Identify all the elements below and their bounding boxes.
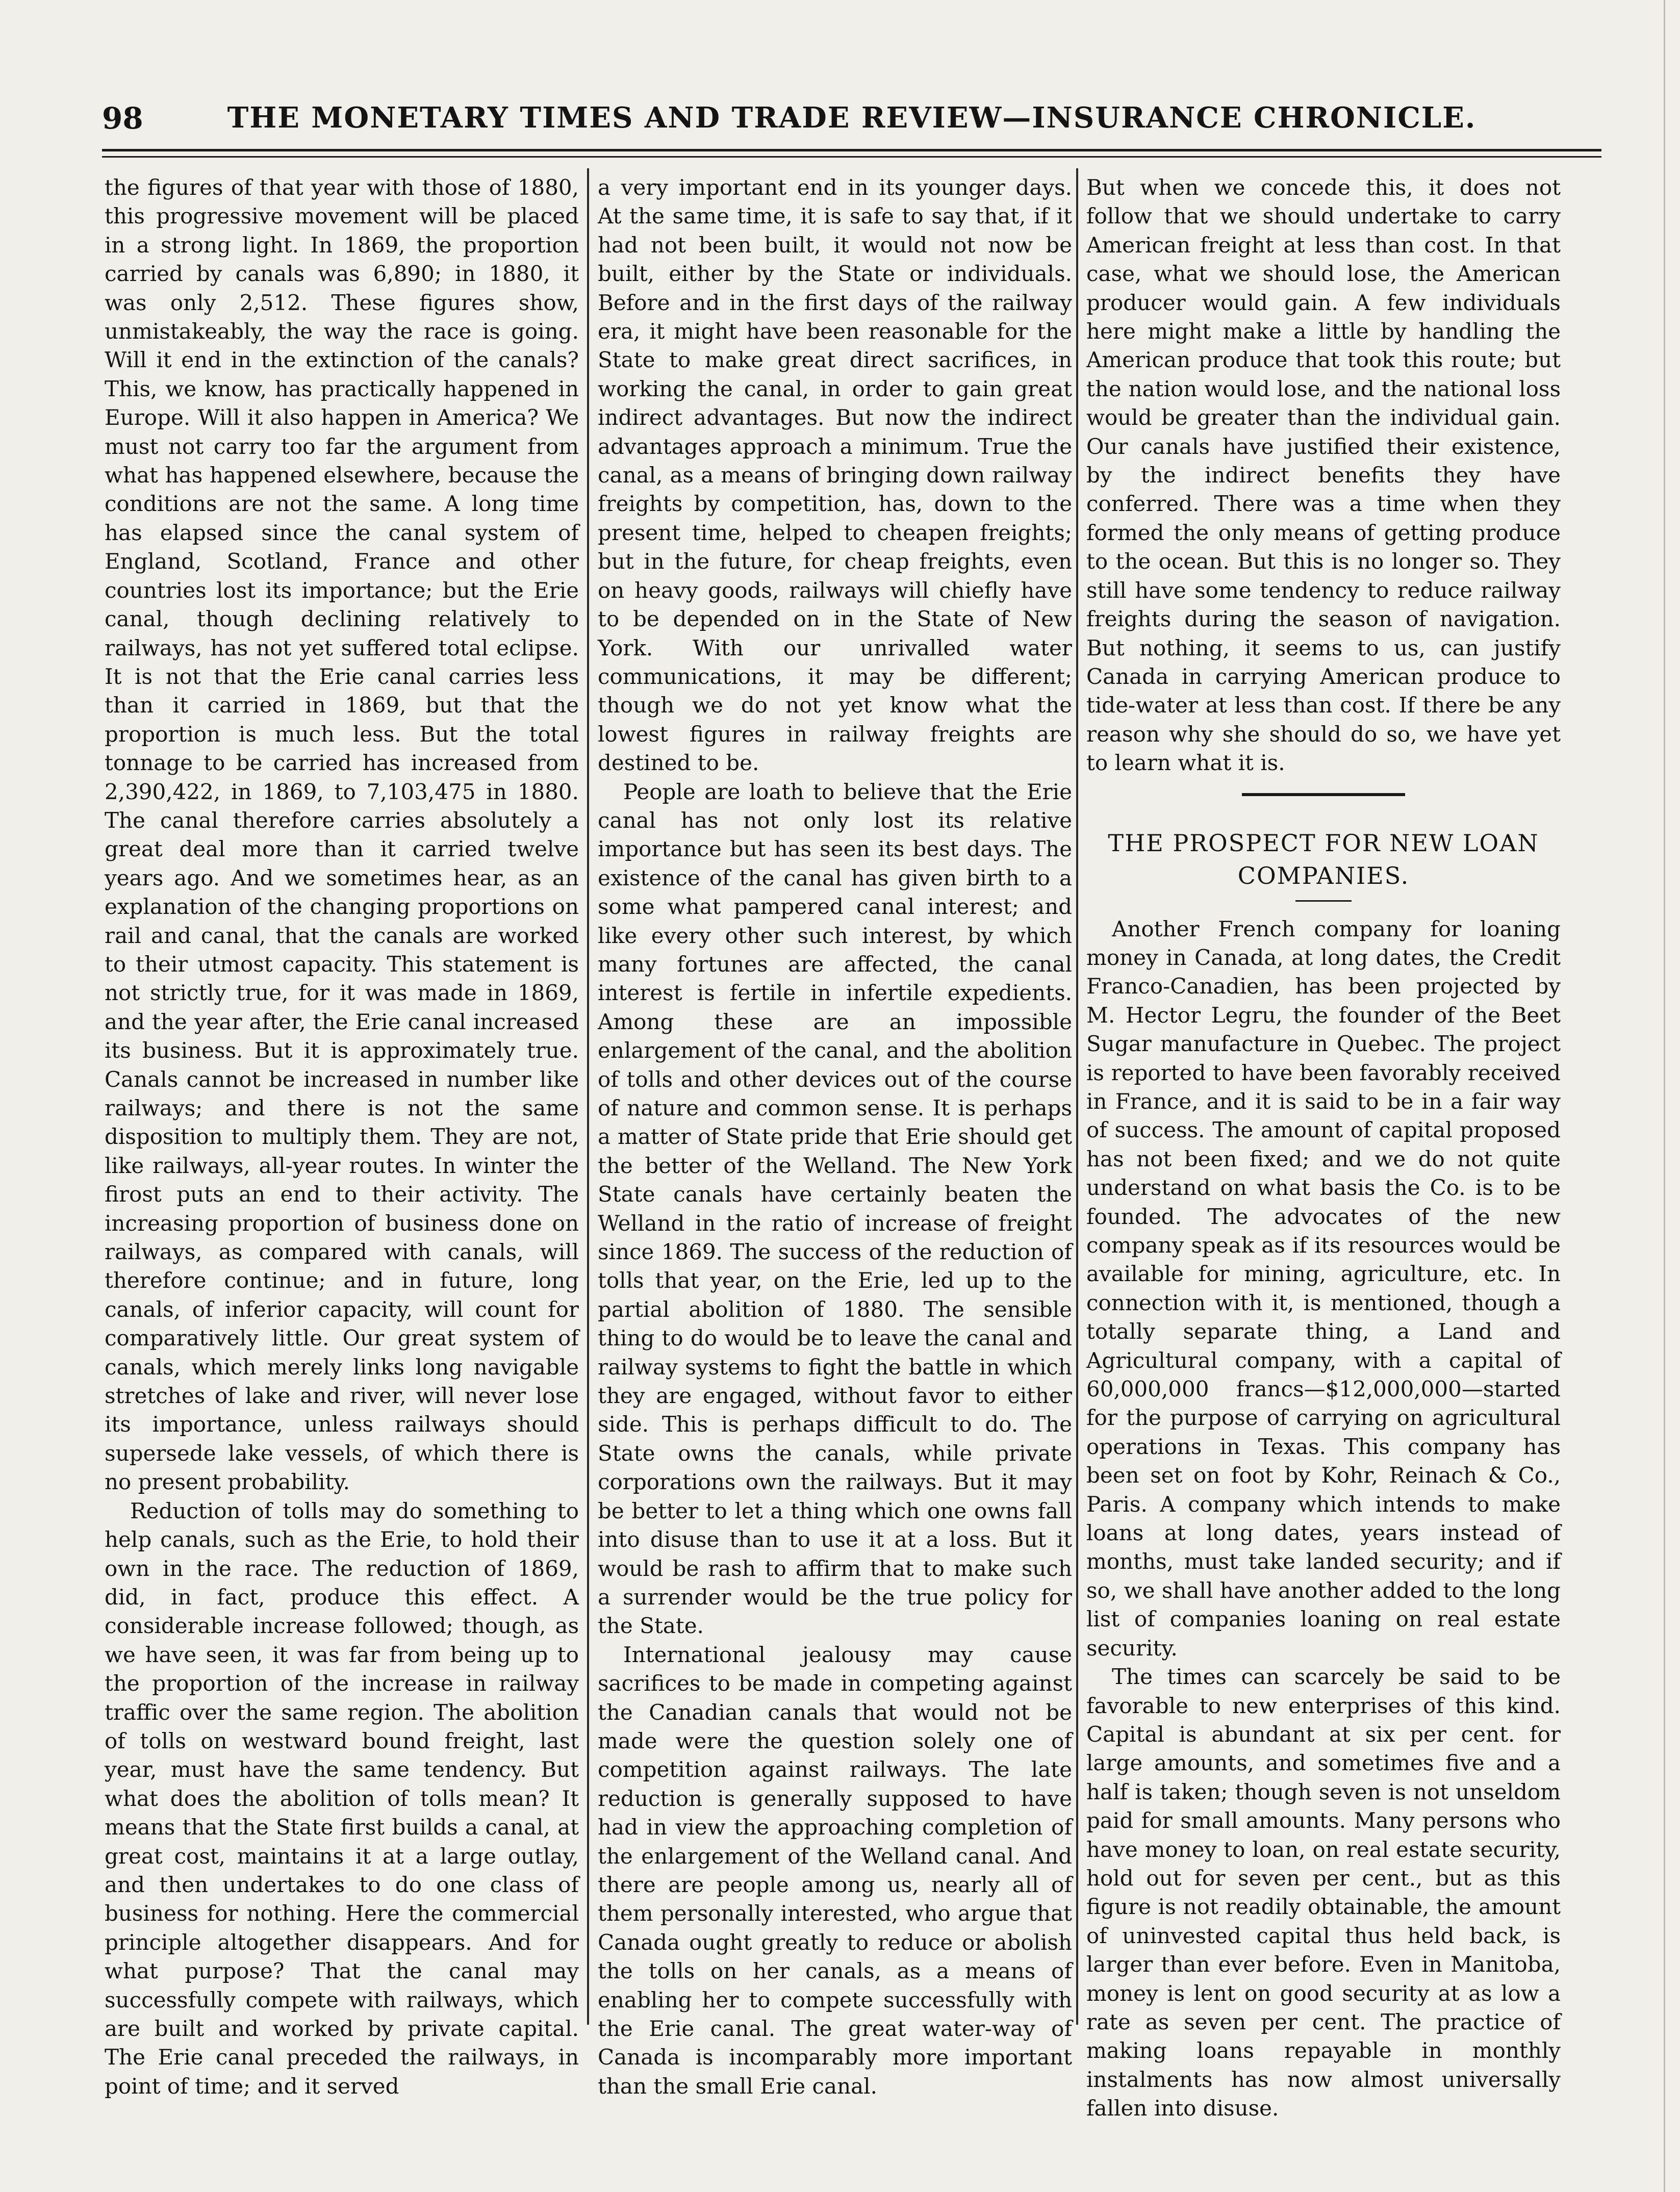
column-divider-1 [587,168,589,2025]
header-rule-thin [102,156,1601,158]
paragraph: Another French company for loaning money in Canada, at long dates, the Credit Franco-Canadien, has been projected by M. Hector Legru, the founder of the Beet Sugar manufacture in Quebec. The project is reported to have been favorably received in France, and it is said to be in a fair way of success. The amount of capital proposed has not been fixed; and we do not quite understand on what basis the Co. is to be founded. The advocates of the new company speak as if its resources would be available for mining, agriculture, etc. In connection with it, is mentioned, though a totally separate thing, a Land and Agricultural company, with a capital of 60,000,000 francs—$12,000,000—started for the purpose of carrying on agricultural operations in Texas. This company has been set on foot by Kohr, Reinach & Co., Paris. A company which intends to make loans at long dates, years instead of months, must take landed security; and if so, we shall have another added to the long list of companies loaning on real estate security. [1086,916,1561,1661]
paragraph: the figures of that year with those of 1880, this progressive movement will be placed in a strong light. In 1869, the proportion carried by canals was 6,890; in 1880, it was only 2,512. These figures show, unmistakeably, the way the race is going. Will it end in the extinction of the canals? This, we know, has practically happened in Europe. Will it also happen in America? We must not carry too far the argument from what has happened elsewhere, because the conditions are not the same. A long time has elapsed since the canal system of England, Scotland, France and other countries lost its importance; but the Erie canal, though declining relatively to railways, has not yet suffered total eclipse. It is not that the Erie canal carries less than it carried in 1869, but that the proportion is much less. But the total tonnage to be carried has increased from 2,390,422, in 1869, to 7,103,475 in 1880. The canal therefore carries absolutely a great deal more than it carried twelve years ago. And we sometimes hear, as an explanation of the changing proportions on rail and canal, that the canals are worked to their utmost capacity. This statement is not strictly true, for it was made in 1869, and the year after, the Erie canal increased its business. But it is approximately true. Canals cannot be increased in number like railways; and there is not the same disposition to multiply them. They are not, like railways, all-year routes. In winter the firost puts an end to their activity. The increasing proportion of business done on railways, as compared with canals, will therefore continue; and in future, long canals, of inferior capacity, will count for comparatively little. Our great system of canals, which merely links long navigable stretches of lake and river, will never lose its importance, unless railways should supersede lake vessels, of which there is no present probability. [105,175,579,1495]
header-rule-thick [102,149,1601,151]
binding-edge [1664,0,1665,2192]
section-divider [1242,793,1405,796]
paragraph: International jealousy may cause sacrifices to be made in competing against the Canadian canals that would not be made were the question solely one of competition against railways. The late reduction is generally supposed to have had in view the approaching completion of the enlargement of the Welland canal. And there are people among us, nearly all of them personally interested, who argue that Canada ought greatly to reduce or abolish the tolls on her canals, as a means of enabling her to compete successfully with the Erie canal. The great water-way of Canada is incomparably more important than the small Erie canal. [598,1642,1072,2099]
page-number: 98 [102,101,143,136]
column-2 [598,173,1072,2101]
running-head: THE MONETARY TIMES AND TRADE REVIEW—INSURANCE CHRONICLE. [227,101,1477,135]
column-3 [1086,173,1561,2123]
paragraph: But when we concede this, it does not follow that we should undertake to carry American freight at less than cost. In that case, what we should lose, the American producer would gain. A few individuals here might make a little by handling the American produce that took this route; but the nation would lose, and the national loss would be greater than the individual gain. Our canals have justified their existence, by the indirect benefits they have conferred. There was a time when they formed the only means of getting produce to the ocean. But this is no longer so. They still have some tendency to reduce railway freights during the season of navigation. But nothing, it seems to us, can justify Canada in carrying American produce to tide-water at less than cost. If there be any reason why she should do so, we have yet to learn what it is. [1086,175,1561,776]
column-divider-2 [1076,168,1078,2025]
paragraph: People are loath to believe that the Erie canal has not only lost its relative importance but has seen its best days. The existence of the canal has given birth to a some what pampered canal interest; and like every other such interest, by which many fortunes are affected, the canal interest is fertile in infertile expedients. Among these are an impossible enlargement of the canal, and the abolition of tolls and other devices out of the course of nature and common sense. It is perhaps a matter of State pride that Erie should get the better of the Welland. The New York State canals have certainly beaten the Welland in the ratio of increase of freight since 1869. The success of the reduction of tolls that year, on the Erie, led up to the partial abolition of 1880. The sensible thing to do would be to leave the canal and railway systems to fight the battle in which they are engaged, without favor to either side. This is perhaps difficult to do. The State owns the canals, while private corporations own the railways. But it may be better to let a thing which one owns fall into disuse than to use it at a loss. But it would be rash to affirm that to make such a surrender would be the true policy for the State. [598,779,1072,1639]
paragraph: The times can scarcely be said to be favorable to new enterprises of this kind. Capital is abundant at six per cent. for large amounts, and sometimes five and a half is taken; though seven is not unseldom paid for small amounts. Many persons who have money to loan, on real estate security, hold out for seven per cent., but as this figure is not readily obtainable, the amount of uninvested capital thus held back, is larger than ever before. Even in Manitoba, money is lent on good security at as low a rate as seven per cent. The practice of making loans repayable in monthly instalments has now almost universally fallen into disuse. [1086,1664,1561,2121]
paragraph: a very important end in its younger days. At the same time, it is safe to say that, if it had not been built, it would not now be built, either by the State or individuals. Before and in the first days of the railway era, it might have been reasonable for the State to make great direct sacrifices, in working the canal, in order to gain great indirect advantages. But now the indirect advantages approach a minimum. True the canal, as a means of bringing down railway freights by competition, has, down to the present time, helped to cheapen freights; but in the future, for cheap freights, even on heavy goods, railways will chiefly have to be depended on in the State of New York. With our unrivalled water communications, it may be different; though we do not yet know what the lowest figures in railway freights are destined to be. [598,175,1072,776]
page-header [102,101,1601,147]
paragraph: Reduction of tolls may do something to help canals, such as the Erie, to hold their own in the race. The reduction of 1869, did, in fact, produce this effect. A considerable increase followed; though, as we have seen, it was far from being up to the proportion of the increase in railway traffic over the same region. The abolition of tolls on westward bound freight, last year, must have the same tendency. But what does the abolition of tolls mean? It means that the State first builds a canal, at great cost, maintains it at a large outlay, and then undertakes to do one class of business for nothing. Here the commercial principle altogether disappears. And for what purpose? That the canal may successfully compete with railways, which are built and worked by private capital. The Erie canal preceded the railways, in point of time; and it served [105,1498,579,2099]
section-title: THE PROSPECT FOR NEW LOAN COMPANIES. [1108,829,1539,889]
column-1 [105,173,579,2101]
title-underline [1295,900,1352,902]
